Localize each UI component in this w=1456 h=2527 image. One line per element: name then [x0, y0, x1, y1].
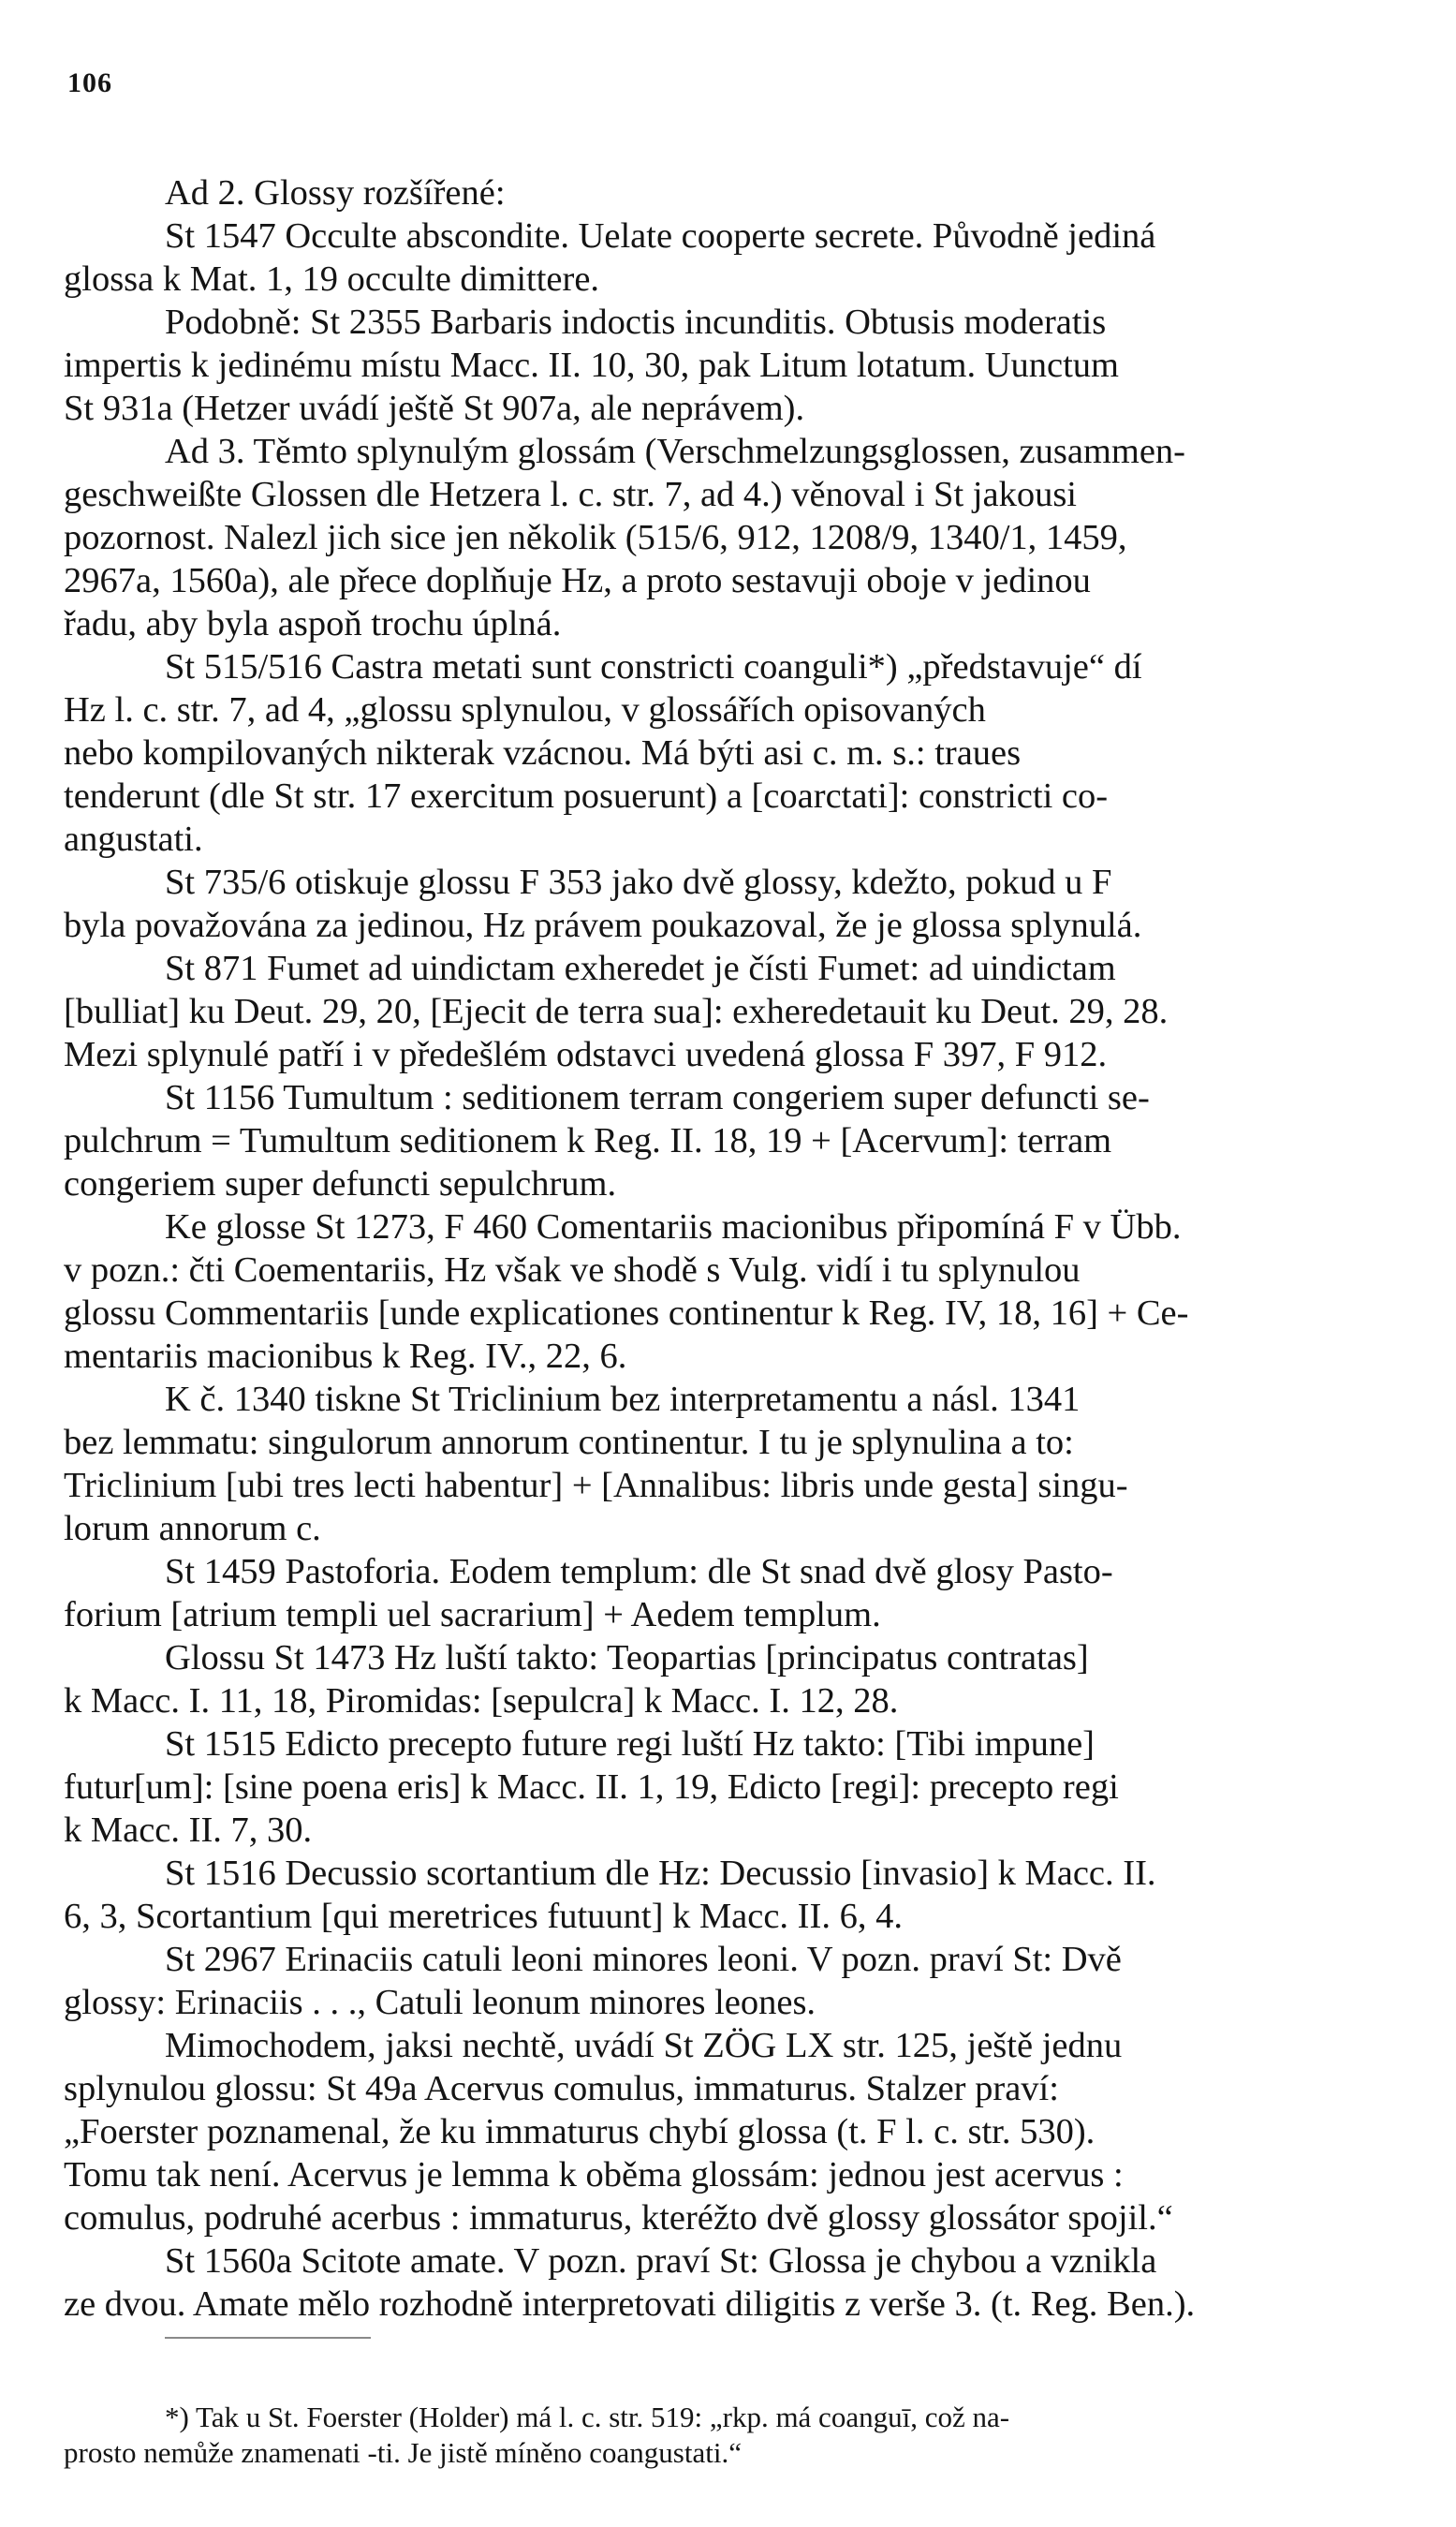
text-line: Podobně: St 2355 Barbaris indoctis incunditis. Obtusis moderatis [165, 303, 1107, 342]
footnote-divider [165, 2337, 371, 2339]
text-line: pozornost. Nalezl jich sice jen několik (515/6, 912, 1208/9, 1340/1, 1459, [64, 518, 1127, 557]
text-line: St 1516 Decussio scortantium dle Hz: Decussio [invasio] k Macc. II. [165, 1854, 1156, 1893]
text-line: Ad 2. Glossy rozšířené: [165, 173, 506, 213]
text-line: glossy: Erinaciis . . ., Catuli leonum minores leones. [64, 1983, 816, 2022]
text-line: St 1156 Tumultum : seditionem terram congeriem super defuncti se- [165, 1078, 1150, 1117]
text-line: [bulliat] ku Deut. 29, 20, [Ejecit de terra sua]: exheredetauit ku Deut. 29, 28. [64, 992, 1169, 1031]
text-line: pulchrum = Tumultum seditionem k Reg. II. 18, 19 + [Acervum]: terram [64, 1121, 1112, 1160]
text-line: St 1459 Pastoforia. Eodem templum: dle St snad dvě glosy Pasto- [165, 1552, 1113, 1591]
text-line: „Foerster poznamenal, že ku immaturus chybí glossa (t. F l. c. str. 530). [64, 2112, 1096, 2151]
text-line: St 871 Fumet ad uindictam exheredet je čísti Fumet: ad uindictam [165, 949, 1116, 988]
text-line: futur[um]: [sine poena eris] k Macc. II. 1, 19, Edicto [regi]: precepto regi [64, 1767, 1119, 1807]
text-line: Ad 3. Těmto splynulým glossám (Verschmelzungsglossen, zusammen- [165, 432, 1185, 471]
text-line: 6, 3, Scortantium [qui meretrices futuunt] k Macc. II. 6, 4. [64, 1897, 903, 1936]
page-number: 106 [67, 67, 112, 98]
text-line: K č. 1340 tiskne St Triclinium bez interpretamentu a násl. 1341 [165, 1380, 1081, 1419]
text-line: geschweißte Glossen dle Hetzera l. c. str. 7, ad 4.) věnoval i St jakousi [64, 475, 1078, 514]
footnote-line: prosto nemůže znamenati -ti. Je jistě míněno coangustati.“ [64, 2436, 742, 2469]
text-line: glossa k Mat. 1, 19 occulte dimittere. [64, 259, 600, 299]
footnote-line: *) Tak u St. Foerster (Holder) má l. c. str. 519: „rkp. má coanguī, což na- [165, 2401, 1010, 2433]
text-line: Tomu tak není. Acervus je lemma k oběma glossám: jednou jest acervus : [64, 2155, 1124, 2194]
text-line: k Macc. II. 7, 30. [64, 1810, 313, 1850]
text-line: St 1560a Scitote amate. V pozn. praví St: Glossa je chybou a vznikla [165, 2241, 1157, 2281]
text-line: St 2967 Erinaciis catuli leoni minores leoni. V pozn. praví St: Dvě [165, 1940, 1122, 1979]
text-line: impertis k jedinému místu Macc. II. 10, 30, pak Litum lotatum. Uunctum [64, 346, 1120, 385]
text-line: řadu, aby byla aspoň trochu úplná. [64, 604, 562, 643]
text-line: bez lemmatu: singulorum annorum continentur. I tu je splynulina a to: [64, 1423, 1074, 1462]
text-line: angustati. [64, 820, 203, 859]
text-line: splynulou glossu: St 49a Acervus comulus, immaturus. Stalzer praví: [64, 2069, 1059, 2108]
text-line: St 931a (Hetzer uvádí ještě St 907a, ale neprávem). [64, 389, 805, 428]
text-line: Mimochodem, jaksi nechtě, uvádí St ZÖG LX str. 125, ještě jednu [165, 2026, 1123, 2065]
text-line: lorum annorum c. [64, 1509, 321, 1548]
text-line: nebo kompilovaných nikterak vzácnou. Má býti asi c. m. s.: traues [64, 733, 1022, 773]
text-line: glossu Commentariis [unde explicationes continentur k Reg. IV, 18, 16] + Ce- [64, 1293, 1189, 1333]
text-line: forium [atrium templi uel sacrarium] + Aedem templum. [64, 1595, 881, 1634]
text-line: byla považována za jedinou, Hz právem poukazoval, že je glossa splynulá. [64, 906, 1142, 945]
text-line: congeriem super defuncti sepulchrum. [64, 1164, 617, 1204]
text-line: Ke glosse St 1273, F 460 Comentariis macionibus připomíná F v Übb. [165, 1207, 1182, 1247]
text-line: Triclinium [ubi tres lecti habentur] + [Annalibus: libris unde gesta] singu- [64, 1466, 1128, 1505]
text-line: ze dvou. Amate mělo rozhodně interpretovati diligitis z verše 3. (t. Reg. Ben.). [64, 2284, 1196, 2324]
text-line: St 735/6 otiskuje glossu F 353 jako dvě glossy, kdežto, pokud u F [165, 863, 1112, 902]
text-line: Mezi splynulé patří i v předešlém odstavci uvedená glossa F 397, F 912. [64, 1035, 1108, 1074]
text-line: mentariis macionibus k Reg. IV., 22, 6. [64, 1337, 627, 1376]
text-line: v pozn.: čti Coementariis, Hz však ve shodě s Vulg. vidí i tu splynulou [64, 1250, 1081, 1290]
text-line: St 1547 Occulte abscondite. Uelate cooperte secrete. Původně jediná [165, 216, 1156, 256]
text-line: Glossu St 1473 Hz luští takto: Teopartias [principatus contratas] [165, 1638, 1089, 1677]
text-line: 2967a, 1560a), ale přece doplňuje Hz, a proto sestavuji oboje v jedinou [64, 561, 1091, 600]
text-line: tenderunt (dle St str. 17 exercitum posuerunt) a [coarctati]: constricti co- [64, 776, 1109, 816]
text-line: Hz l. c. str. 7, ad 4, „glossu splynulou, v glossářích opisovaných [64, 690, 986, 730]
text-line: comulus, podruhé acerbus : immaturus, kteréžto dvě glossy glossátor spojil.“ [64, 2198, 1173, 2238]
text-line: St 1515 Edicto precepto future regi luští Hz takto: [Tibi impune] [165, 1724, 1095, 1764]
text-line: k Macc. I. 11, 18, Piromidas: [sepulcra] k Macc. I. 12, 28. [64, 1681, 899, 1721]
text-line: St 515/516 Castra metati sunt constricti coanguli*) „představuje“ dí [165, 647, 1142, 687]
